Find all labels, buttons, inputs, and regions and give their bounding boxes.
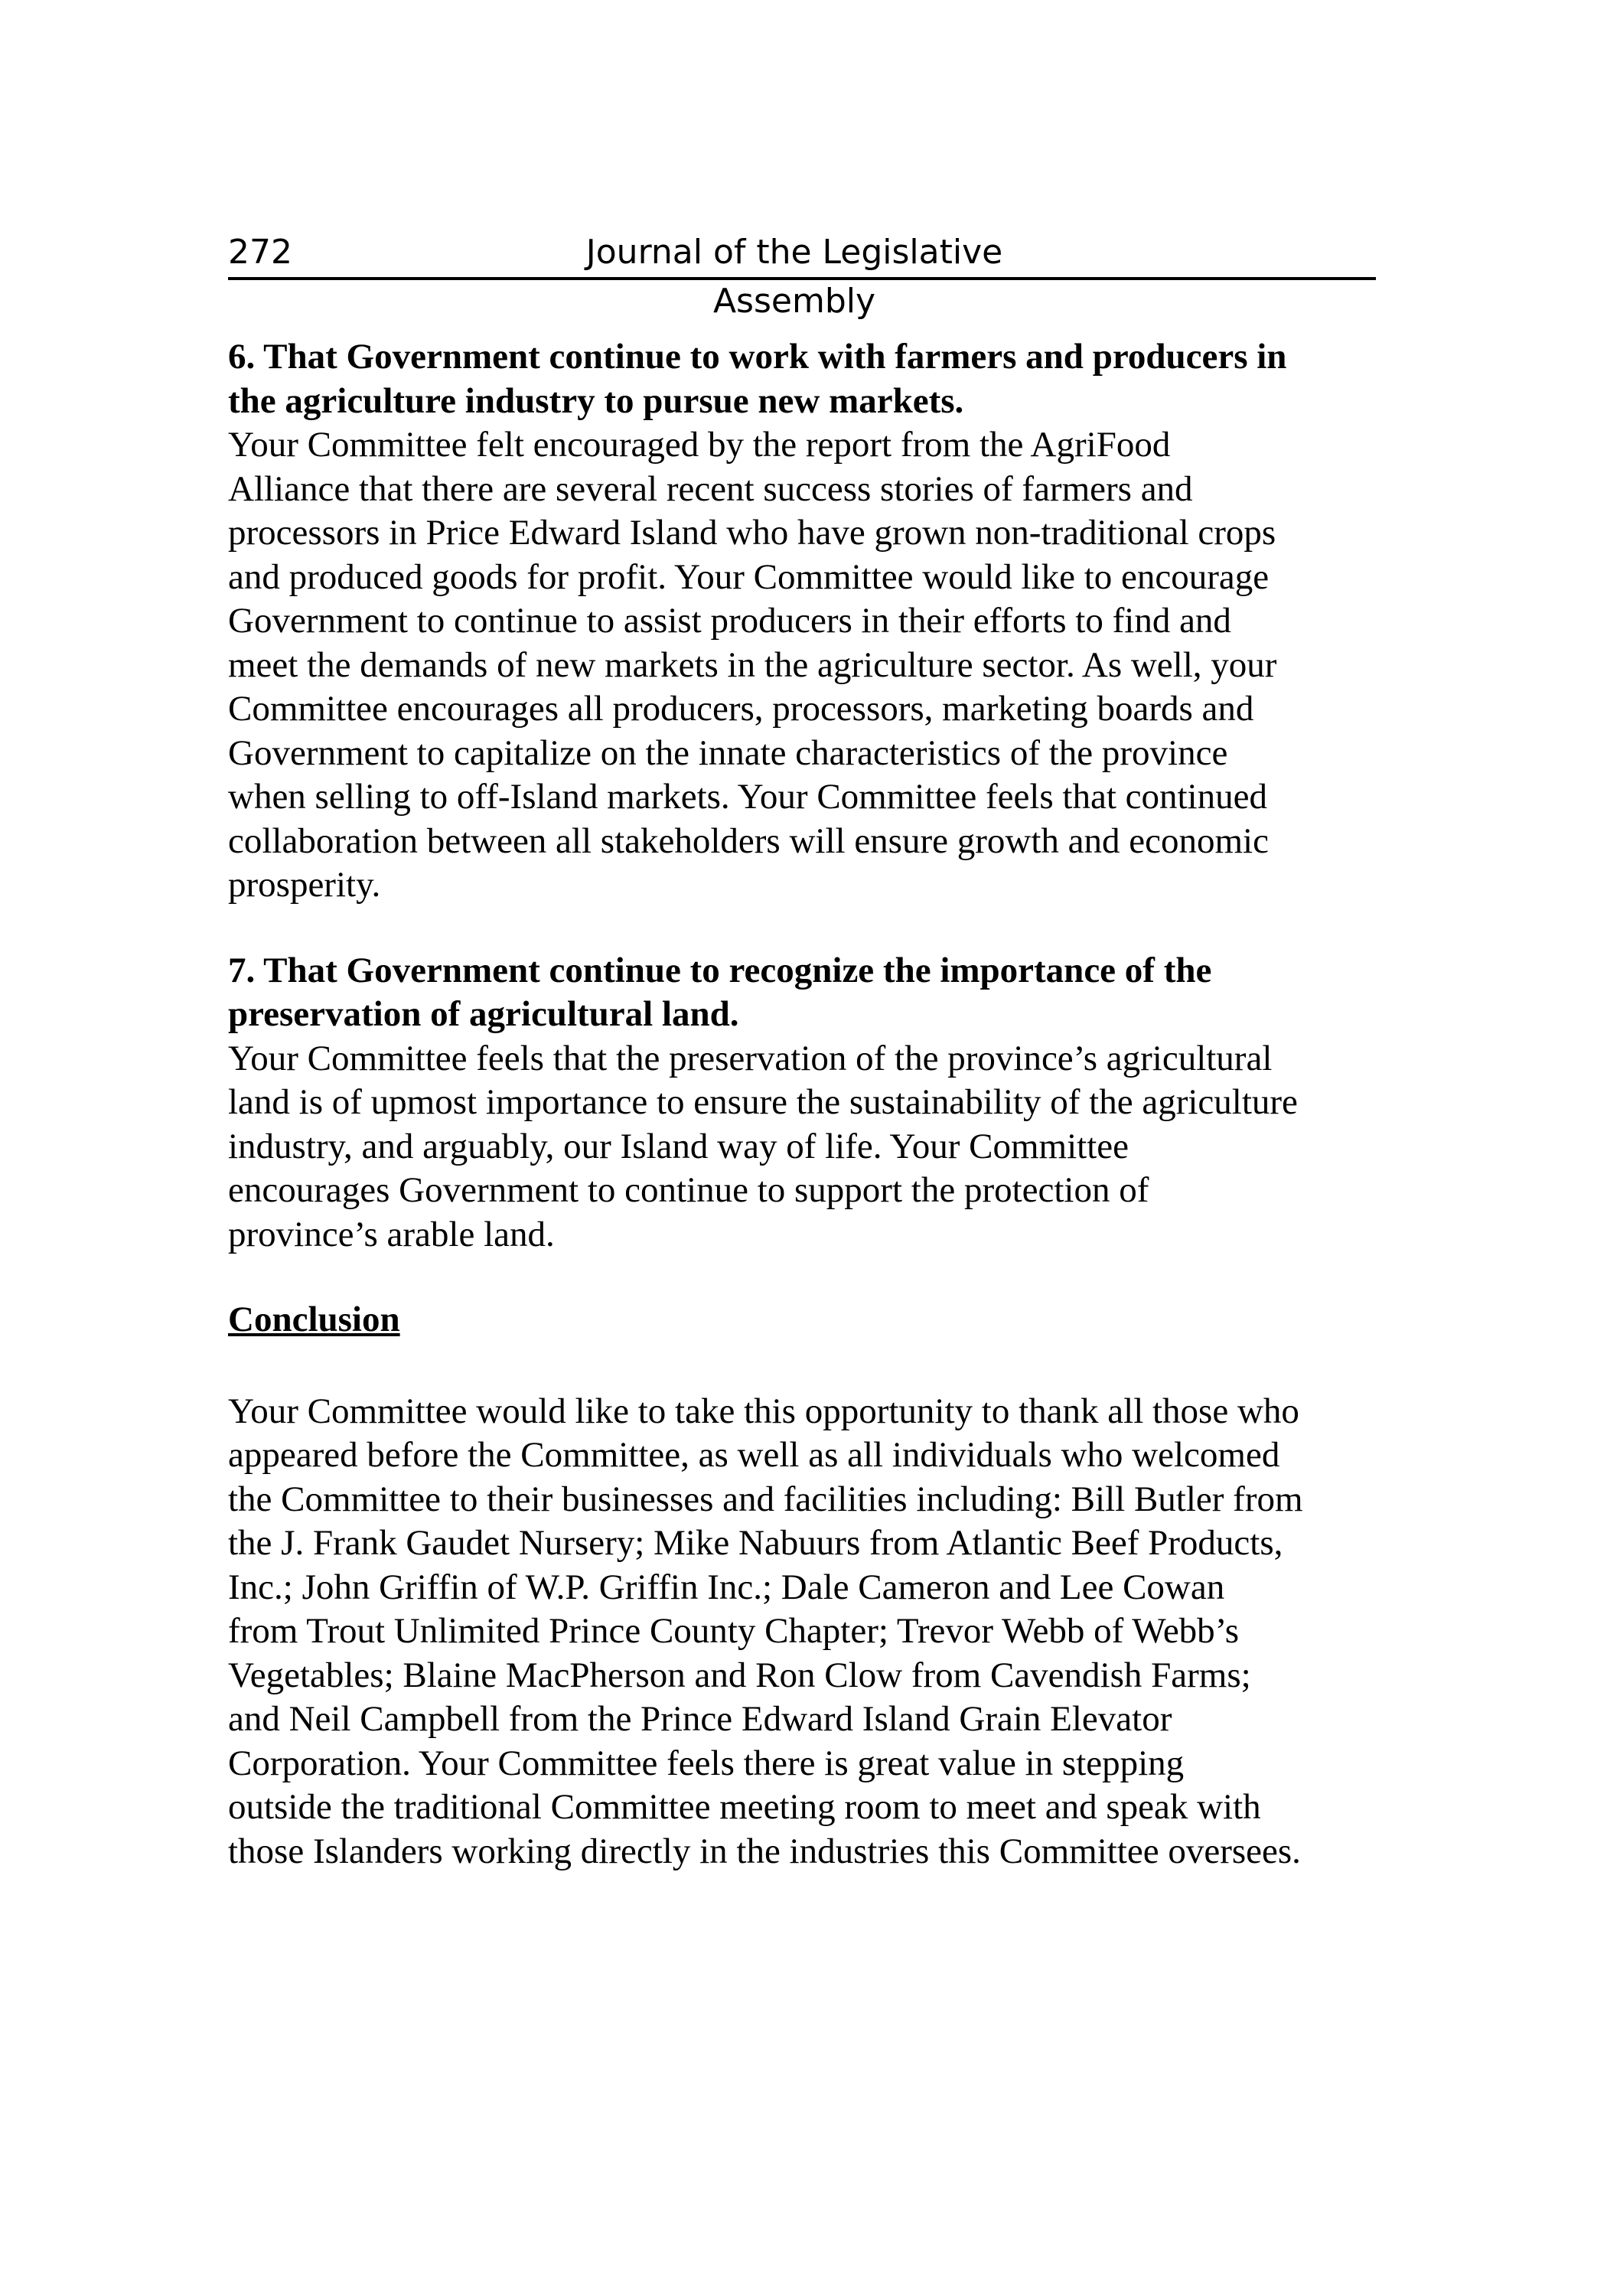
body-line: Committee encourages all producers, processors, marketing boards and	[228, 689, 1254, 729]
recommendation-6	[228, 335, 1391, 908]
conclusion-body	[228, 1390, 1391, 1874]
body-line: Inc.; John Griffin of W.P. Griffin Inc.; Dale Cameron and Lee Cowan	[228, 1567, 1225, 1607]
body-line: Alliance that there are several recent success stories of farmers and	[228, 468, 1193, 509]
heading-line: preservation of agricultural land.	[228, 994, 739, 1034]
recommendation-heading	[228, 335, 1391, 423]
body-line: Your Committee felt encouraged by the report from the AgriFood	[228, 425, 1171, 465]
running-header	[228, 228, 1376, 321]
body-line: Government to continue to assist producers in their efforts to find and	[228, 601, 1231, 641]
page-number: 272	[228, 233, 292, 272]
body-line: Your Committee would like to take this opportunity to thank all those who	[228, 1391, 1299, 1431]
recommendation-body	[228, 423, 1391, 908]
body-line: the Committee to their businesses and facilities including: Bill Butler from	[228, 1479, 1303, 1519]
conclusion-heading: Conclusion	[228, 1300, 400, 1339]
body-line: when selling to off-Island markets. Your Committee feels that continued	[228, 777, 1267, 817]
recommendation-7	[228, 949, 1391, 1257]
body-line: Your Committee feels that the preservation of the province’s agricultural	[228, 1038, 1273, 1078]
body-line: the J. Frank Gaudet Nursery; Mike Nabuurs from Atlantic Beef Products,	[228, 1523, 1283, 1563]
body-line: land is of upmost importance to ensure the sustainability of the agriculture	[228, 1082, 1298, 1122]
document-body	[228, 335, 1391, 1915]
body-line: prosperity.	[228, 865, 381, 905]
heading-line: the agriculture industry to pursue new markets.	[228, 380, 964, 421]
recommendation-body	[228, 1037, 1391, 1257]
body-line: province’s arable land.	[228, 1214, 555, 1254]
conclusion-section	[228, 1298, 1391, 1874]
body-line: meet the demands of new markets in the agriculture sector. As well, your	[228, 644, 1277, 685]
body-line: and Neil Campbell from the Prince Edward Island Grain Elevator	[228, 1699, 1172, 1739]
body-line: processors in Price Edward Island who have grown non-traditional crops	[228, 513, 1276, 553]
body-line: Vegetables; Blaine MacPherson and Ron Clow from Cavendish Farms;	[228, 1655, 1251, 1695]
body-line: and produced goods for profit. Your Committee would like to encourage	[228, 556, 1270, 597]
journal-title: Journal of the Legislative Assembly	[585, 233, 1003, 321]
body-line: industry, and arguably, our Island way of life. Your Committee	[228, 1126, 1129, 1166]
body-line: collaboration between all stakeholders will ensure growth and economic	[228, 820, 1269, 861]
heading-line: 7. That Government continue to recognize the importance of the	[228, 950, 1212, 990]
body-line: those Islanders working directly in the industries this Committee oversees.	[228, 1831, 1301, 1871]
body-line: appeared before the Committee, as well as all individuals who welcomed	[228, 1435, 1280, 1475]
body-line: from Trout Unlimited Prince County Chapter; Trevor Webb of Webb’s	[228, 1611, 1240, 1651]
body-line: encourages Government to continue to support the protection of	[228, 1170, 1149, 1210]
heading-line: 6. That Government continue to work with farmers and producers in	[228, 337, 1287, 377]
body-line: Corporation. Your Committee feels there is great value in stepping	[228, 1743, 1185, 1783]
body-line: outside the traditional Committee meeting room to meet and speak with	[228, 1787, 1261, 1827]
body-line: Government to capitalize on the innate characteristics of the province	[228, 732, 1228, 773]
recommendation-heading	[228, 949, 1391, 1037]
